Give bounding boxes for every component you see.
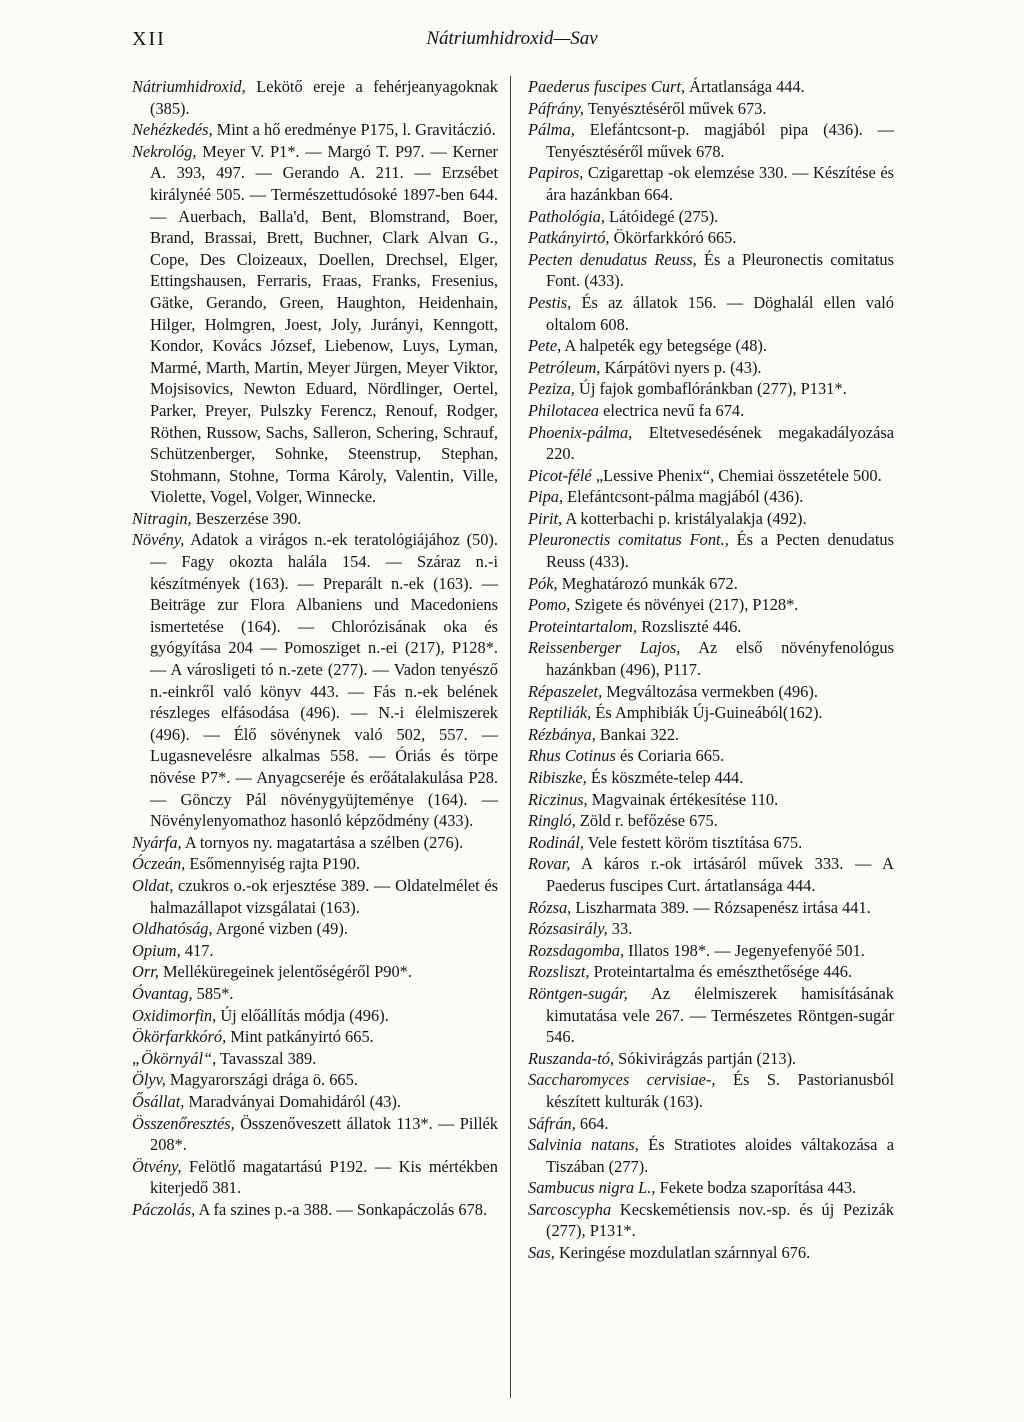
entry-text: Mint patkányirtó 665. — [226, 1027, 374, 1047]
entry-text: Eltetvesedésének megakadályozása 220. — [546, 422, 894, 464]
index-entry — [132, 983, 498, 1005]
entry-text: És a Pleuronectis comitatus Font. (433). — [546, 249, 895, 291]
entry-headword: Ringló, — [528, 811, 576, 831]
entry-headword: Összenőresztés, — [132, 1113, 235, 1133]
entry-headword: Ruszanda-tó, — [528, 1048, 615, 1068]
entry-text: és Coriaria 665. — [615, 746, 725, 766]
entry-text: A fa szines p.-a 388. — Sonkapáczolás 678. — [195, 1199, 488, 1219]
entry-text: Melléküregeinek jelentőségéről P90*. — [158, 962, 412, 982]
entry-text: És Amphibiák Új-Guineából(162). — [591, 703, 823, 723]
entry-headword: Sáfrán, — [528, 1113, 576, 1133]
entry-headword: Orr, — [132, 962, 159, 982]
entry-text: Meyer V. P1*. — Margó T. P97. — Kerner A. 393, 497. — Gerando A. 211. — Erzsébet királynéé 505. — Természettudósoké 1897-ben 644. — Auerbach, Balla'd, Bent, Blomstrand, Boer, Brand, Brassai, Brett, Buchner, Clark Alvan G., Cope, Des Cloizeaux, Doellen, Drechsel, Elger, Ettingshausen, Ferraris, Fraas, Franks, Fresenius, Gätke, Gerando, Green, Haughton, Heidenhain, Hilger, Holmgren, Joest, Joly, Jurányi, Kenngott, Kondor, Kovács József, Liebenow, Luys, Lyman, Marmé, Marth, Martin, Meyer Jürgen, Meyer Viktor, Mojsisovics, Newton Eduard, Nördlinger, Oertel, Parker, Preyer, Pulszky Ferencz, Renouf, Rodger, Röthen, Russow, Sachs, Salleron, Schering, Schrauf, Schützenberger, Sohnke, Steenstrup, Stephan, Stohmann, Stohne, Torma Károly, Valentin, Ville, Violette, Vogel, Volger, Winnecke. — [150, 141, 498, 507]
column-divider — [510, 76, 511, 1398]
index-entry — [528, 745, 894, 767]
entry-text: Felötlő magatartású P192. — Kis mértékben kiterjedő 381. — [150, 1156, 498, 1198]
index-entry — [528, 983, 894, 1048]
index-entry — [528, 119, 894, 162]
entry-headword: Ribiszke, — [528, 768, 587, 787]
entry-headword: Petróleum, — [528, 357, 601, 377]
running-title: Nátriumhidroxid—Sav — [426, 28, 598, 49]
entry-headword: Pálma, — [528, 120, 575, 140]
entry-text: Illatos 198*. — Jegenyefenyőé 501. — [624, 940, 865, 960]
entry-text: Az élelmiszerek hamisításának kimutatása vele 267. — Természetes Röntgen-sugár 546. — [546, 983, 894, 1047]
index-entry — [132, 141, 498, 508]
entry-headword: Papiros, — [528, 163, 584, 183]
index-column-right — [528, 76, 894, 1264]
entry-text: A halpeték egy betegsége (48). — [561, 336, 767, 356]
entry-text: Lekötő ereje a fehérjeanyagoknak (385). — [150, 77, 498, 118]
index-entry — [528, 810, 894, 832]
entry-text: Tavasszal 389. — [216, 1048, 317, 1068]
entry-text: A tornyos ny. magatartása a szélben (276). — [181, 832, 464, 852]
page-number: XII — [132, 28, 166, 50]
entry-headword: Proteintartalom, — [528, 616, 638, 636]
entry-headword: Nyárfa, — [132, 832, 182, 852]
index-entry — [528, 1069, 894, 1112]
index-entry — [132, 1199, 498, 1221]
index-entry — [132, 918, 498, 940]
entry-headword: Rézbánya, — [528, 724, 596, 744]
entry-headword: Sarcoscypha — [528, 1199, 612, 1219]
entry-text: Vele festett köröm tisztítása 675. — [584, 832, 803, 852]
entry-text: Fekete bodza szaporítása 443. — [655, 1178, 857, 1198]
index-entry — [528, 616, 894, 638]
entry-text: Zöld r. befőzése 675. — [575, 811, 718, 831]
index-entry — [528, 897, 894, 919]
entry-text: Ártatlansága 444. — [685, 77, 805, 96]
entry-headword: Rhus Cotinus — [528, 746, 616, 766]
index-entry — [132, 1091, 498, 1113]
entry-text: Kárpátövi nyers p. (43). — [600, 357, 762, 377]
entry-headword: Rózsa, — [528, 897, 572, 917]
entry-headword: Picot-félé — [528, 465, 592, 485]
entry-headword: Páfrány, — [528, 98, 584, 118]
index-entry — [528, 853, 894, 896]
entry-headword: Ökörfarkkóró, — [132, 1027, 227, 1047]
entry-headword: Óvantag, — [132, 983, 193, 1003]
index-entry — [528, 400, 894, 422]
index-entry — [132, 832, 498, 854]
index-entry — [132, 119, 498, 141]
index-column-left — [132, 76, 498, 1220]
index-entry — [528, 637, 894, 680]
entry-text: Meghatározó munkák 672. — [557, 573, 738, 593]
index-entry — [528, 767, 894, 789]
entry-text: Bankai 322. — [595, 724, 680, 744]
entry-text: 33. — [607, 919, 633, 939]
entry-headword: Oxidimorfin, — [132, 1005, 217, 1025]
index-entry — [132, 1026, 498, 1048]
entry-headword: Oldat, — [132, 875, 174, 895]
entry-headword: Paederus fuscipes Curt, — [528, 77, 686, 96]
index-entry — [528, 422, 894, 465]
index-entry — [528, 1199, 894, 1242]
index-entry — [528, 573, 894, 595]
entry-text: Összenőveszett állatok 113*. — Pillék 208*. — [150, 1113, 498, 1155]
entry-text: Adatok a virágos n.-ek teratológiájához (50). — Fagy okozta halála 154. — Száraz n.-i készítmények (163). — Preparált n.-ek (163). — Beiträge zur Flora Albaniens und Macedoniens ismertetése (164). — Chlorózisának oka és gyógyítása 204 — Pomosziget n.-ei (217), P128*. — A városligeti tó n.-zete (277). — Vadon tenyésző n.-einkről való könyv 443. — Fás n.-ek belének részleges elfásodása (496). — N.-i élelmiszerek (496). — Élő sövénynek való 502, 557. — Lugasnevelésre alkalmas 558. — Óriás és törpe növése P7*. — Anyagcseréje és erőátalakulása P28. — Gönczy Pál növénygyüjteménye (164). — Növénylenyomathoz hasonló képződmény (433). — [150, 530, 498, 831]
index-entry — [132, 1005, 498, 1027]
entry-headword: Páczolás, — [132, 1199, 196, 1219]
page-header — [132, 28, 892, 60]
index-entry — [132, 1156, 498, 1199]
entry-headword: Pecten denudatus Reuss, — [528, 249, 697, 269]
entry-text: 585*. — [192, 983, 234, 1003]
index-entry — [528, 335, 894, 357]
entry-text: 664. — [575, 1113, 609, 1133]
index-entry — [528, 702, 894, 724]
entry-headword: Nitragin, — [132, 508, 192, 528]
entry-text: „Lessive Phenix“, Chemiai összetétele 500. — [591, 465, 882, 485]
entry-headword: Oldhatóság, — [132, 919, 213, 939]
entry-headword: Saccharomyces cervisiae-, — [528, 1070, 716, 1090]
index-entry — [528, 1113, 894, 1135]
entry-headword: Rozsliszt, — [528, 962, 590, 982]
index-entry — [528, 832, 894, 854]
index-entry — [528, 76, 894, 98]
entry-text: Liszharmata 389. — Rózsapenész irtása 441. — [571, 897, 871, 917]
entry-headword: Ősállat, — [132, 1091, 185, 1111]
entry-headword: Pomo, — [528, 595, 571, 615]
index-entry — [528, 918, 894, 940]
index-entry — [132, 961, 498, 983]
index-entry — [528, 292, 894, 335]
entry-headword: Növény, — [132, 530, 185, 550]
entry-headword: Nátriumhidroxid, — [132, 77, 246, 96]
entry-text: És S. Pastorianusból készített kulturák (163). — [546, 1070, 894, 1111]
entry-headword: Sas, — [528, 1243, 555, 1263]
entry-headword: Patkányirtó, — [528, 228, 610, 248]
entry-text: Keringése mozdulatlan szárnnyal 676. — [554, 1243, 811, 1263]
index-entry — [528, 162, 894, 205]
entry-text: Ökörfarkkóró 665. — [609, 228, 737, 248]
entry-headword: Rozsdagomba, — [528, 940, 625, 960]
entry-headword: Salvinia natans, — [528, 1135, 639, 1155]
entry-headword: Nekrológ, — [132, 141, 197, 161]
entry-text: electrica nevű fa 674. — [599, 400, 745, 420]
entry-text: Az első növényfenológus hazánkban (496), P117. — [546, 638, 895, 680]
entry-text: Esőmennyiség rajta P190. — [185, 854, 361, 874]
entry-text: Kecskemétiensis nov.-sp. és új Pezizák (277), P131*. — [546, 1199, 894, 1241]
entry-headword: Ölyv, — [132, 1070, 166, 1090]
entry-text: Maradványai Domahidáról (43). — [184, 1091, 402, 1111]
entry-headword: Riczinus, — [528, 789, 588, 809]
entry-text: Magyarországi drága ö. 665. — [165, 1070, 358, 1090]
entry-headword: Pirit, — [528, 508, 563, 528]
index-entry — [528, 465, 894, 487]
index-entry — [528, 1242, 894, 1264]
index-entry — [132, 76, 498, 119]
index-entry — [528, 508, 894, 530]
entry-headword: Pók, — [528, 573, 558, 593]
entry-headword: Pestis, — [528, 292, 572, 312]
entry-headword: Rodinál, — [528, 832, 584, 852]
entry-text: A káros r.-ok irtásáról művek 333. — A Paederus fuscipes Curt. ártatlansága 444. — [546, 854, 894, 895]
entry-text: czukros o.-ok erjesztése 389. — Oldatelmélet és halmazállapot vizsgálatai (163). — [150, 875, 498, 917]
index-entry — [132, 529, 498, 831]
entry-text: És köszméte-telep 444. — [586, 768, 744, 787]
index-entry — [132, 508, 498, 530]
index-entry — [528, 1177, 894, 1199]
entry-headword: Nehézkedés, — [132, 120, 213, 140]
entry-text: Tenyésztéséről művek 673. — [584, 98, 767, 118]
index-entry — [528, 724, 894, 746]
entry-text: Új előállítás módja (496). — [216, 1005, 389, 1025]
entry-headword: Röntgen-sugár, — [528, 983, 628, 1003]
entry-headword: Philotacea — [528, 400, 600, 420]
entry-headword: Reissenberger Lajos, — [528, 638, 681, 658]
entry-text: Látóidegé (275). — [604, 206, 719, 226]
index-entry — [528, 529, 894, 572]
entry-text: Mint a hő eredménye P175, l. Gravitáczió. — [212, 120, 496, 140]
index-entry — [132, 875, 498, 918]
entry-headword: Phoenix-pálma, — [528, 422, 633, 442]
entry-text: A kotterbachi p. kristályalakja (492). — [562, 508, 807, 528]
index-entry — [132, 1069, 498, 1091]
entry-headword: Pathológia, — [528, 206, 605, 226]
entry-headword: Sambucus nigra L., — [528, 1178, 656, 1198]
index-entry — [528, 1048, 894, 1070]
index-entry — [528, 594, 894, 616]
entry-headword: Peziza, — [528, 379, 575, 399]
entry-text: Magvainak értékesítése 110. — [587, 789, 779, 809]
index-entry — [132, 1048, 498, 1070]
entry-text: Elefántcsont-p. magjából pipa (436). — Tenyésztéséről művek 678. — [546, 120, 894, 161]
index-entry — [528, 378, 894, 400]
index-entry — [132, 1113, 498, 1156]
index-entry — [528, 681, 894, 703]
entry-text: És a Pecten denudatus Reuss (433). — [546, 530, 894, 572]
entry-headword: Pete, — [528, 336, 562, 356]
index-entry — [528, 357, 894, 379]
entry-text: Argoné vizben (49). — [212, 919, 348, 939]
entry-headword: Répaszelet, — [528, 681, 603, 701]
entry-text: Szigete és növényei (217), P128*. — [570, 595, 799, 615]
entry-text: Proteintartalma és emészthetősége 446. — [589, 962, 853, 982]
entry-text: Czigarettap -ok elemzése 330. — Készítése és ára hazánkban 664. — [546, 163, 894, 204]
index-entry — [528, 206, 894, 228]
index-entry — [528, 227, 894, 249]
index-entry — [132, 940, 498, 962]
index-entry — [528, 789, 894, 811]
entry-headword: Rovar, — [528, 854, 571, 874]
entry-text: Sókivirágzás partján (213). — [614, 1048, 797, 1068]
index-entry — [528, 961, 894, 983]
index-entry — [528, 940, 894, 962]
entry-text: Rozsliszté 446. — [637, 616, 742, 636]
entry-text: Elefántcsont-pálma magjából (436). — [563, 487, 804, 507]
entry-headword: Rózsasirály, — [528, 919, 608, 939]
entry-text: Beszerzése 390. — [191, 508, 302, 528]
entry-text: 417. — [180, 940, 214, 960]
entry-text: És Stratiotes aloides váltakozása a Tiszában (277). — [546, 1135, 894, 1176]
entry-text: Új fajok gombaflóránkban (277), P131*. — [574, 379, 847, 399]
entry-headword: Óczeán, — [132, 854, 186, 874]
index-entry — [132, 853, 498, 875]
index-entry — [528, 249, 894, 292]
entry-headword: Reptiliák, — [528, 703, 592, 723]
index-entry — [528, 1134, 894, 1177]
entry-headword: Opium, — [132, 940, 181, 960]
entry-headword: Pipa, — [528, 487, 564, 507]
index-entry — [528, 486, 894, 508]
entry-headword: Ötvény, — [132, 1156, 182, 1176]
entry-headword: Pleuronectis comitatus Font., — [528, 530, 729, 550]
entry-text: És az állatok 156. — Döghalál ellen való oltalom 608. — [546, 292, 894, 334]
entry-headword: „Ökörnyál“, — [132, 1048, 217, 1068]
entry-text: Megváltozása vermekben (496). — [602, 681, 818, 701]
index-entry — [528, 98, 894, 120]
